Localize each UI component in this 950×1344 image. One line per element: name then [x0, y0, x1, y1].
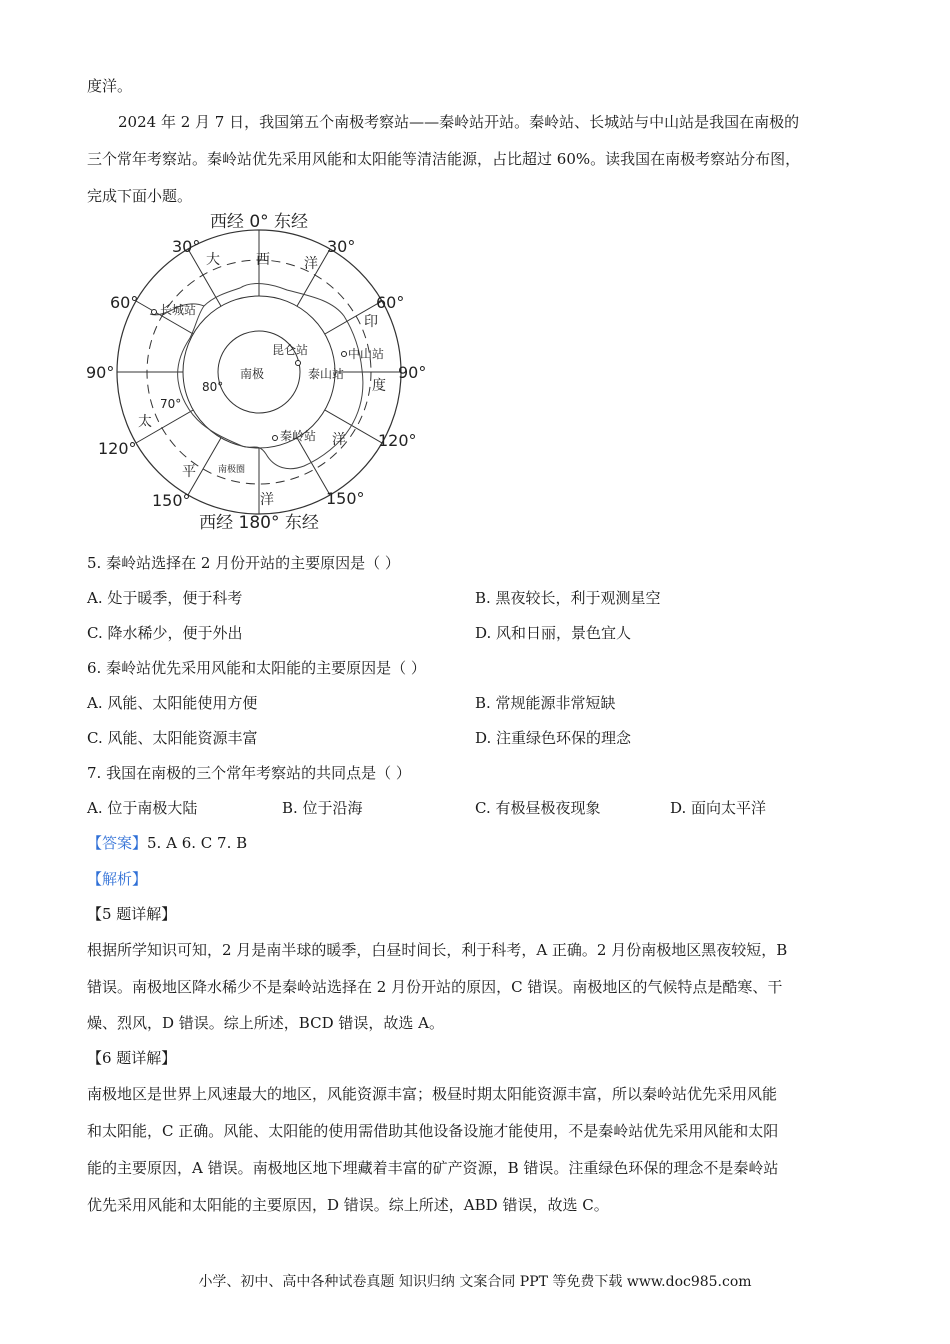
ocean-char-yang-3: 洋 — [260, 492, 274, 508]
q5-option-b: B. 黑夜较长，利于观测星空 — [475, 589, 661, 607]
changcheng-station-label: 长城站 — [160, 303, 197, 317]
deg-120-left: 120° — [98, 439, 137, 458]
q7-option-d: D. 面向太平洋 — [670, 799, 767, 817]
question-6-stem: 6. 秦岭站优先采用风能和太阳能的主要原因是（ ） — [87, 659, 426, 677]
zhongshan-station-label: 中山站 — [348, 347, 385, 361]
deg-60-right: 60° — [376, 293, 405, 312]
q6-option-c: C. 风能、太阳能资源丰富 — [87, 729, 258, 747]
deg-60-left: 60° — [110, 293, 139, 312]
q5-detail-line-2: 错误。南极地区降水稀少不是秦岭站选择在 2 月份开站的原因，C 错误。南极地区的气候特点是酷寒、干 — [87, 978, 783, 996]
deg-150-right: 150° — [326, 489, 365, 508]
deg-90-left: 90° — [86, 363, 115, 382]
q6-detail-line-1: 南极地区是世界上风速最大的地区，风能资源丰富；极昼时期太阳能资源丰富，所以秦岭站优先采用风能 — [87, 1085, 778, 1103]
zhongshan-station-marker — [342, 352, 347, 357]
ocean-char-du: 度 — [372, 378, 386, 394]
q5-detail-line-1: 根据所学知识可知，2 月是南半球的暖季，白昼时间长，利于科考，A 正确。2 月份南极地区黑夜较短，B — [87, 941, 788, 959]
answer-tag: 【答案】 — [87, 834, 148, 852]
deg-90-right: 90° — [398, 363, 427, 382]
q6-detail-tag: 【6 题详解】 — [87, 1049, 177, 1067]
ocean-char-tai: 太 — [138, 414, 152, 430]
kunlun-station-marker — [296, 361, 301, 366]
intro-line-2: 三个常年考察站。秦岭站优先采用风能和太阳能等清洁能源，占比超过 60%。读我国在南极考察站分布图， — [87, 150, 801, 168]
intro-line-1: 2024 年 2 月 7 日，我国第五个南极考察站——秦岭站开站。秦岭站、长城站与中山站是我国在南极的 — [118, 113, 800, 131]
q5-option-d: D. 风和日丽，景色宜人 — [475, 624, 632, 642]
kunlun-station-label: 昆仑站 — [272, 343, 309, 357]
south-pole-label: 南极 — [240, 367, 265, 381]
ocean-char-xi: 西 — [256, 252, 270, 268]
question-5-stem: 5. 秦岭站选择在 2 月份开站的主要原因是（ ） — [87, 554, 400, 572]
q5-detail-line-3: 燥、烈风，D 错误。综上所述，BCD 错误，故选 A。 — [87, 1014, 444, 1032]
bottom-meridian-label: 西经 180° 东经 — [199, 513, 319, 533]
lat-80-label: 80° — [202, 380, 224, 394]
taishan-station-label: 泰山站 — [308, 367, 345, 381]
q6-detail-line-4: 优先采用风能和太阳能的主要原因，D 错误。综上所述，ABD 错误，故选 C。 — [87, 1196, 609, 1214]
q6-detail-line-2: 和太阳能，C 正确。风能、太阳能的使用需借助其他设备设施才能使用，不是秦岭站优先采用风能和太阳 — [87, 1122, 779, 1140]
antarctic-circle-label: 南极圈 — [218, 465, 246, 475]
ocean-char-yang-2: 洋 — [332, 432, 346, 448]
answer-text: 5. A 6. C 7. B — [147, 834, 248, 852]
changcheng-station-marker — [152, 310, 157, 315]
q7-option-b: B. 位于沿海 — [282, 799, 363, 817]
question-7-stem: 7. 我国在南极的三个常年考察站的共同点是（ ） — [87, 764, 411, 782]
q7-option-a: A. 位于南极大陆 — [87, 799, 198, 817]
deg-30-right: 30° — [327, 237, 356, 256]
top-meridian-label: 西经 0° 东经 — [209, 212, 309, 232]
q7-option-c: C. 有极昼极夜现象 — [475, 799, 601, 817]
deg-120-right: 120° — [378, 431, 417, 450]
deg-150-left: 150° — [152, 491, 191, 510]
analysis-tag: 【解析】 — [87, 870, 148, 888]
deg-30-left: 30° — [172, 237, 201, 256]
q5-option-a: A. 处于暖季，便于科考 — [87, 589, 243, 607]
lat-70-label: 70° — [160, 397, 182, 411]
ocean-char-da: 大 — [206, 252, 220, 268]
q5-option-c: C. 降水稀少，便于外出 — [87, 624, 243, 642]
page-footer: 小学、初中、高中各种试卷真题 知识归纳 文案合同 PPT 等免费下载 www.doc985.com — [198, 1274, 752, 1290]
qinling-station-marker — [273, 436, 278, 441]
intro-line-3: 完成下面小题。 — [87, 187, 193, 205]
q6-option-d: D. 注重绿色环保的理念 — [475, 729, 632, 747]
ocean-char-yin: 印 — [364, 314, 378, 330]
antarctic-station-map — [82, 210, 442, 540]
q6-option-b: B. 常规能源非常短缺 — [475, 694, 616, 712]
q6-detail-line-3: 能的主要原因，A 错误。南极地区地下埋藏着丰富的矿产资源，B 错误。注重绿色环保的理念不是秦岭站 — [87, 1159, 779, 1177]
q5-detail-tag: 【5 题详解】 — [87, 905, 177, 923]
q6-option-a: A. 风能、太阳能使用方便 — [87, 694, 258, 712]
answer-line — [87, 833, 247, 853]
ocean-char-yang-1: 洋 — [304, 256, 318, 272]
intro-line-0: 度洋。 — [87, 77, 133, 95]
ocean-char-ping: 平 — [182, 464, 196, 480]
qinling-station-label: 秦岭站 — [280, 429, 317, 443]
